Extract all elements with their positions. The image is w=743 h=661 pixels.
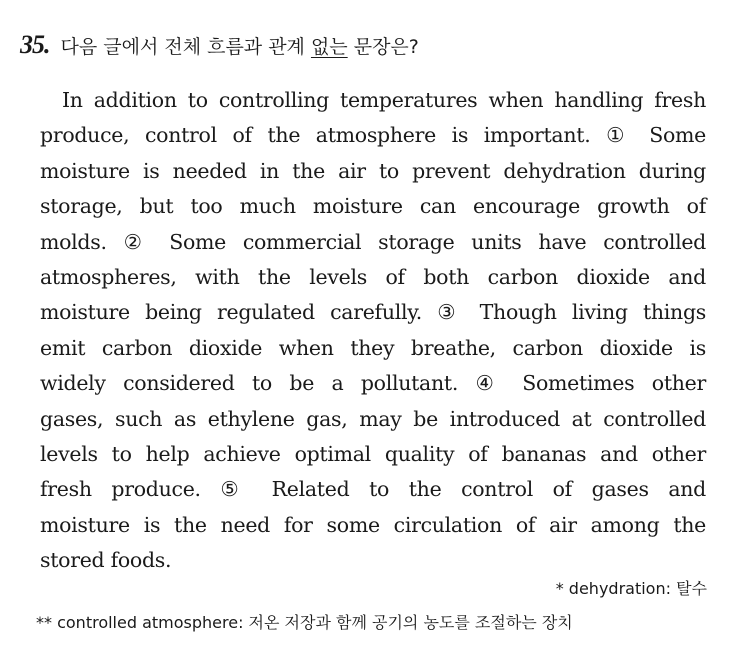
question-prompt-suffix: 문장은? — [347, 36, 419, 58]
passage-line: In addition to controlling temperatures when handling fresh — [62, 88, 706, 112]
passage-line: atmospheres, with the levels of both carbon dioxide and — [40, 264, 706, 289]
passage-line: produce, control of the atmosphere is important. ① Some — [40, 123, 706, 148]
passage-line: emit carbon dioxide when they breathe, carbon dioxide is — [40, 335, 706, 360]
passage-line: storage, but too much moisture can encourage growth of — [40, 194, 706, 219]
question-prompt-underlined: 없는 — [310, 36, 348, 58]
reading-passage — [40, 83, 706, 578]
footnote-dehydration: * dehydration: 탈수 — [555, 579, 707, 598]
passage-line: stored foods. — [40, 548, 172, 573]
footnote-controlled-atmosphere: ** controlled atmosphere: 저온 저장과 함께 공기의 농도를 조절하는 장치 — [36, 613, 573, 632]
question-number: 35. — [20, 30, 50, 59]
passage-line: molds. ② Some commercial storage units have controlled — [40, 229, 706, 254]
passage-line: moisture is the need for some circulation of air among the — [40, 512, 706, 537]
passage-line: fresh produce. ⑤ Related to the control of gases and — [40, 477, 706, 502]
question-header — [20, 30, 419, 62]
passage-line: moisture is needed in the air to prevent dehydration during — [40, 158, 706, 183]
passage-line: widely considered to be a pollutant. ④ Sometimes other — [40, 371, 706, 396]
passage-line: gases, such as ethylene gas, may be introduced at controlled — [40, 406, 706, 431]
question-prompt — [61, 36, 419, 58]
question-prompt-prefix: 다음 글에서 전체 흐름과 관계 — [60, 36, 311, 58]
passage-line: moisture being regulated carefully. ③ Though living things — [40, 300, 706, 325]
passage-line: levels to help achieve optimal quality of bananas and other — [40, 441, 706, 466]
